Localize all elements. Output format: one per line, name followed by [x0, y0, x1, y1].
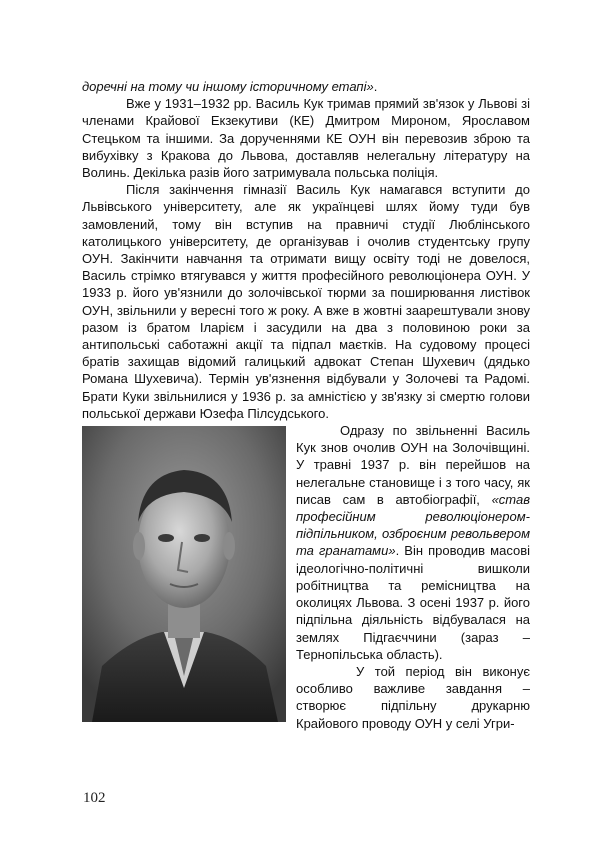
paragraph-1: Вже у 1931–1932 рр. Василь Кук тримав прямий зв'язок у Львові зі членами Крайової Екзекутиви (КЕ) Дмитром Мироном, Ярославом Стецьком та іншими. За дорученнями КЕ ОУН він перевозив зброю та вибухівку з Кракова до Львова, доставляв нелегальну літературу на Волинь. Декілька разів його затримувала польська поліція. [82, 96, 530, 181]
paragraph-4: У той період він виконує особливо важливе завдання – створює підпільну друкарню Крайового проводу ОУН у селі Угри- [296, 663, 530, 731]
quote-autobiography: «став професійним революціонером-підпільником, озброєним револьвером та гранатами» [296, 491, 530, 559]
portrait-photo [82, 426, 286, 722]
page-number: 102 [83, 790, 106, 806]
page-body [82, 78, 530, 732]
portrait-photo-icon [82, 426, 286, 722]
paragraph-0: доречні на тому чи іншому історичному етапі». [82, 79, 378, 94]
quote-fragment: доречні на тому чи іншому історичному етапі» [82, 79, 374, 94]
paragraph-2: Після закінчення гімназії Василь Кук намагався вступити до Львівського університету, але як українцеві шлях йому туди був замовлений, тому він вступив на правничі студії Люблінського католицького університету, де організував і очолив студентську групу ОУН. Закінчити навчання та отримати вищу освіту тоді не довелося, Василь стрімко втягувався у життя професійного революціонера ОУН. У 1933 р. його ув'язнили до золочівської тюрми за поширювання листівок ОУН, звільнили у вересні того ж року. А вже в жовтні заарештували знову разом із братом Іларієм і засудили на два з половиною роки за антипольські саботажні акції та підпал маєтків. На судовому процесі братів захищав відомий галицький адвокат Степан Шухевич (дядько Романа Шухевича). Термін ув'язнення відбували у Золочеві та Радомі. Брати Куки звільнилися у 1936 р. за амністією у зв'язку зі смертю голови польської держави Юзефа Пілсудського. [82, 182, 530, 421]
paragraph-3: Одразу по звільненні Василь Кук знов очолив ОУН на Золочівщині. У травні 1937 р. він перейшов на нелегальне становище і з того часу, як писав сам в автобіографії, «став професійним революціонером-підпільником, озброєним револьвером та гранатами». Він проводив масові ідеологічно-політичні вишколи робітництва та ремісництва на околицях Львова. З осені 1937 р. його підпільна діяльність відбувалася на землях Підгаєччини (зараз – Тернопільська область). [296, 423, 530, 662]
